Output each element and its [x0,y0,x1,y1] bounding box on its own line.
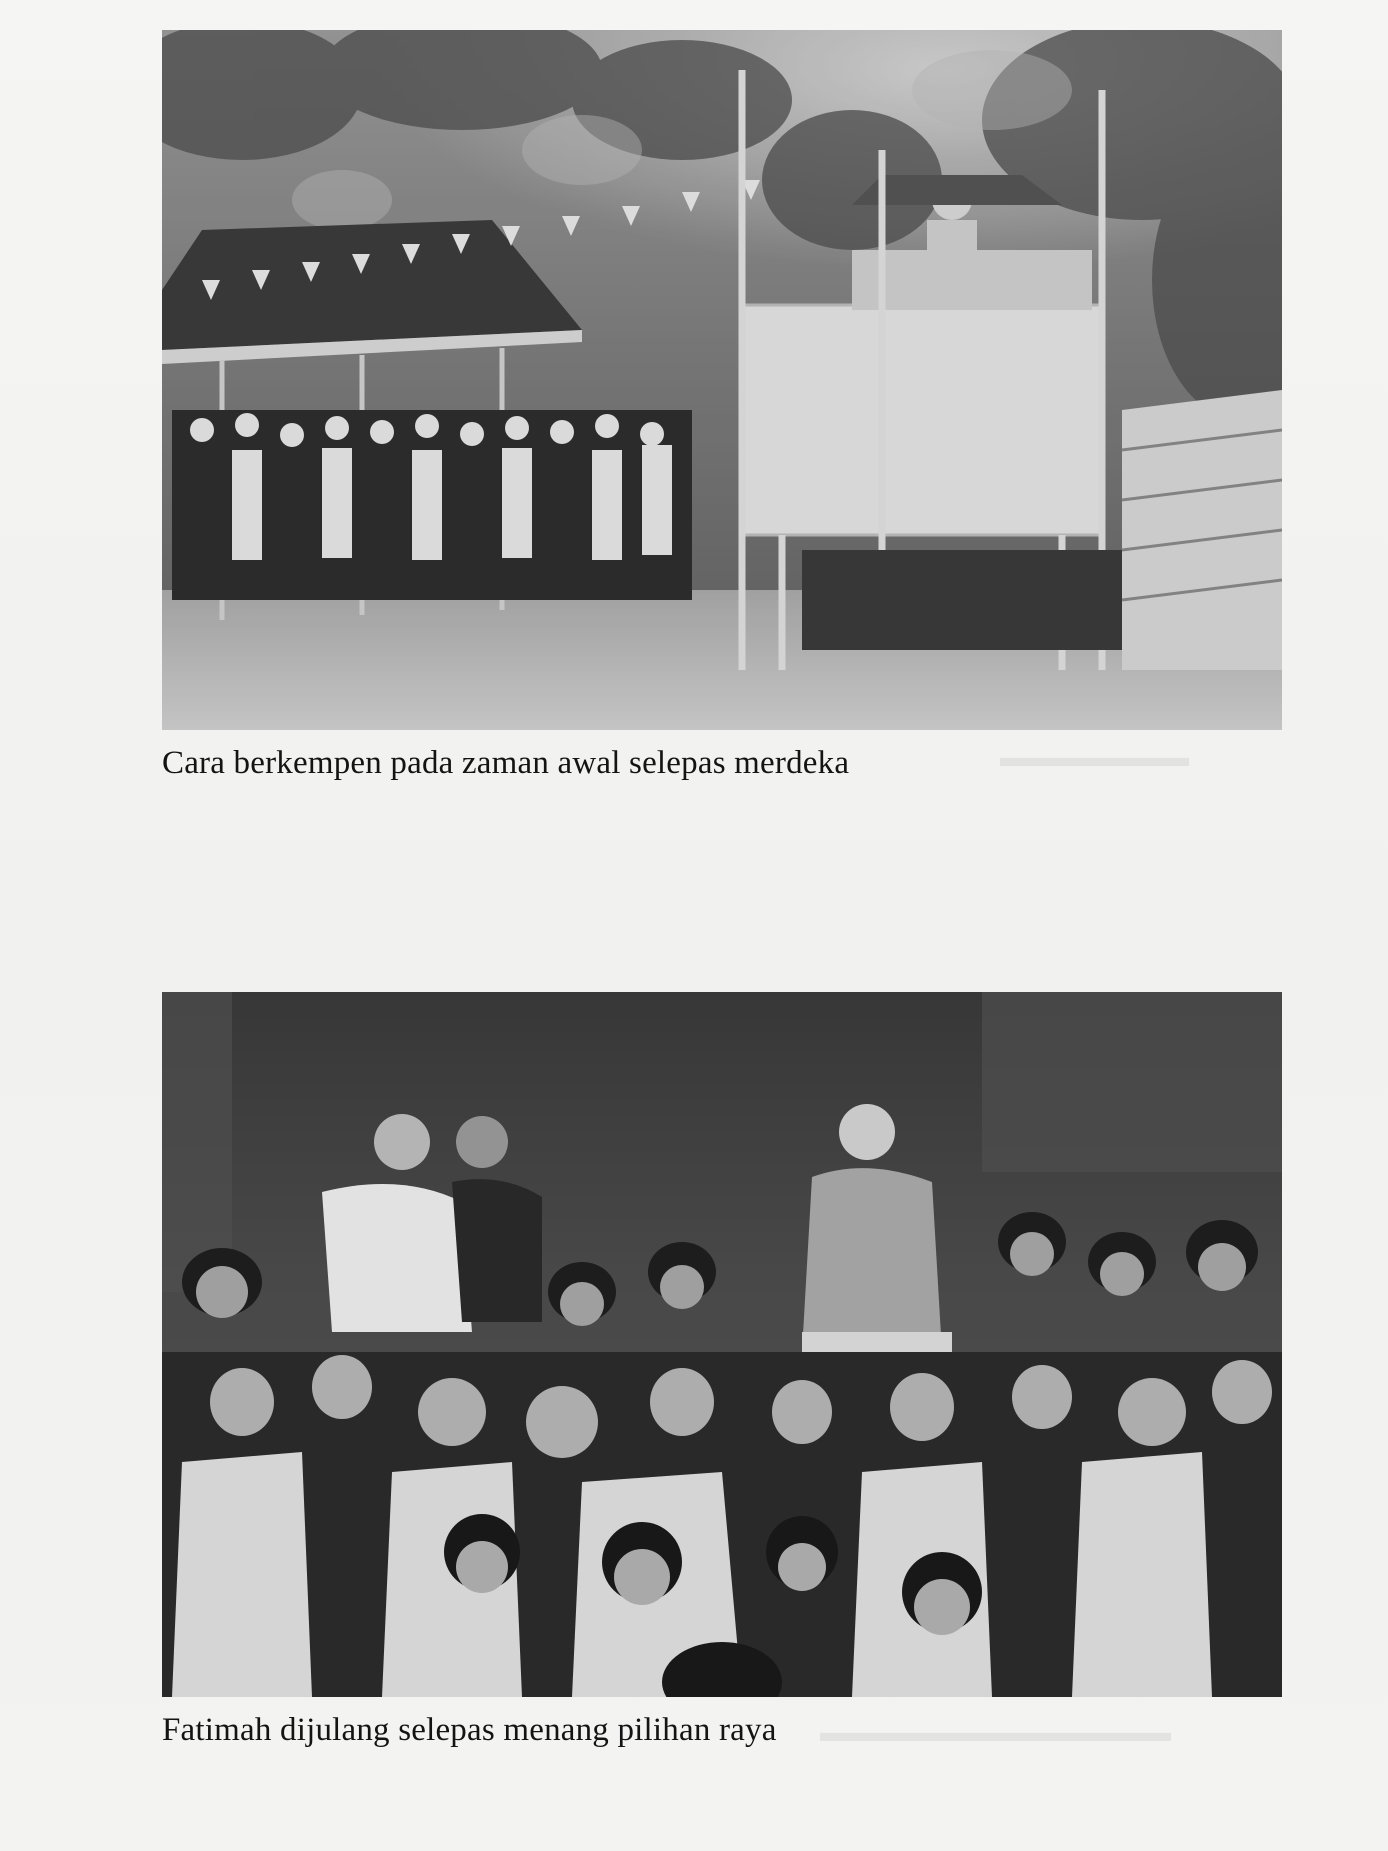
photo-crowd-celebration [162,992,1282,1697]
photo-campaign-caption: Cara berkempen pada zaman awal selepas merdeka [162,745,850,781]
photo-celebration-caption: Fatimah dijulang selepas menang pilihan raya [162,1712,777,1748]
photo-crowd-celebration-image [162,992,1282,1697]
bleed-through-text: ▬▬▬▬▬▬▬▬▬▬▬▬▬ [820,1717,1171,1747]
photo-campaign-stage [162,30,1282,730]
photo-campaign-stage-image [162,30,1282,730]
bleed-through-text: ▬▬▬▬▬▬▬ [1000,742,1189,772]
